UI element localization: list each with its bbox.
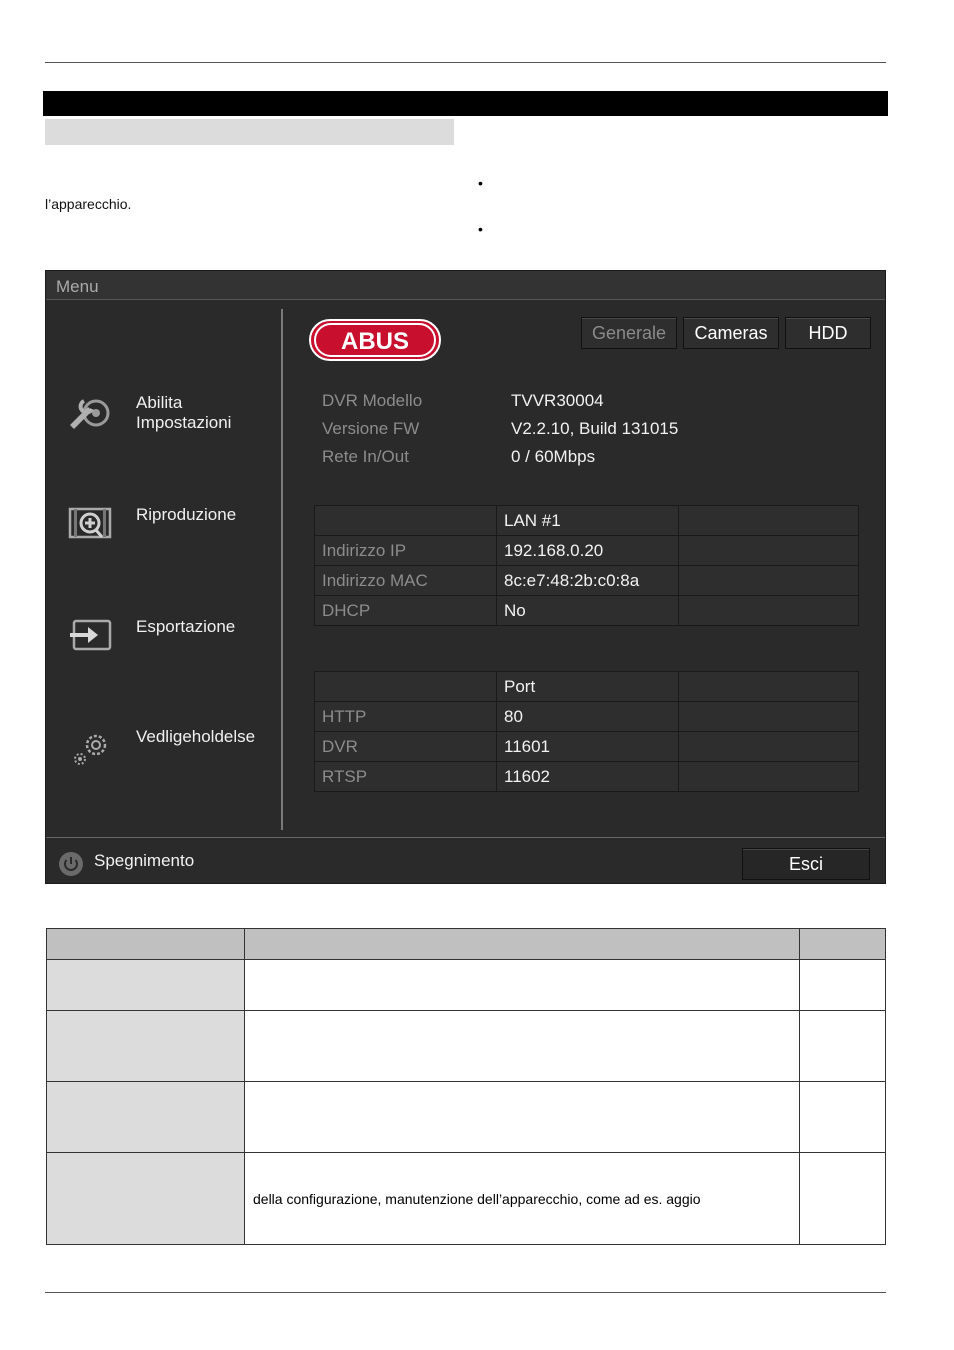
table-cell xyxy=(245,960,800,1011)
table-cell xyxy=(315,506,497,536)
tab-hdd[interactable]: HDD xyxy=(785,317,871,349)
info-value-network: 0 / 60Mbps xyxy=(511,447,596,466)
sidebar-item-maintenance[interactable] xyxy=(46,721,278,791)
table-header-cell xyxy=(245,929,800,960)
section-title-bar xyxy=(43,91,888,116)
table-cell: 11602 xyxy=(497,762,679,792)
table-cell xyxy=(679,536,859,566)
table-row xyxy=(315,566,859,596)
bullet-2: • xyxy=(478,221,483,237)
table-row xyxy=(315,536,859,566)
table-cell xyxy=(47,1082,245,1153)
gears-icon xyxy=(66,729,114,769)
info-label-network: Rete In/Out xyxy=(322,447,409,466)
subsection-title-bar xyxy=(45,119,454,145)
dvr-header xyxy=(46,271,885,300)
tab-cameras[interactable]: Cameras xyxy=(683,317,779,349)
table-cell: HTTP xyxy=(315,702,497,732)
sidebar-item-label-2: Impostazioni xyxy=(136,413,232,432)
table-cell: LAN #1 xyxy=(497,506,679,536)
sidebar-item-settings[interactable] xyxy=(46,383,278,453)
table-cell: 11601 xyxy=(497,732,679,762)
export-icon xyxy=(66,615,114,655)
shutdown-label: Spegnimento xyxy=(94,851,195,870)
table-cell: DHCP xyxy=(315,596,497,626)
table-cell: 8c:e7:48:2b:c0:8a xyxy=(497,566,679,596)
tab-generale[interactable]: Generale xyxy=(581,317,677,349)
table-cell: Indirizzo MAC xyxy=(315,566,497,596)
table-row xyxy=(315,762,859,792)
sidebar-item-playback[interactable] xyxy=(46,497,278,567)
table-row xyxy=(315,702,859,732)
table-row xyxy=(315,672,859,702)
table-cell xyxy=(679,732,859,762)
table-cell xyxy=(800,1153,886,1245)
table-row xyxy=(315,596,859,626)
table-cell xyxy=(800,960,886,1011)
abus-logo xyxy=(309,319,441,361)
table-header-cell xyxy=(800,929,886,960)
power-icon xyxy=(58,851,84,877)
intro-text: l’apparecchio. xyxy=(45,196,132,212)
table-row xyxy=(315,506,859,536)
table-cell xyxy=(800,1082,886,1153)
playback-icon xyxy=(66,503,114,543)
table-cell xyxy=(47,960,245,1011)
dvr-menu-screen xyxy=(45,270,886,884)
table-header-cell xyxy=(47,929,245,960)
exit-button[interactable]: Esci xyxy=(742,848,870,880)
table-row xyxy=(47,1011,886,1082)
table-cell xyxy=(679,506,859,536)
dvr-footer xyxy=(46,837,885,883)
dvr-header-title: Menu xyxy=(56,277,99,296)
table-cell: Port xyxy=(497,672,679,702)
sidebar-item-label: Abilita xyxy=(136,393,183,412)
table-cell: Indirizzo IP xyxy=(315,536,497,566)
table-cell: della configurazione, manutenzione dell’apparecchio, come ad es. aggio xyxy=(245,1153,800,1245)
table-row xyxy=(315,732,859,762)
table-row xyxy=(47,1153,886,1245)
table-cell: RTSP xyxy=(315,762,497,792)
table-row xyxy=(47,960,886,1011)
info-label-model: DVR Modello xyxy=(322,391,423,410)
sidebar-item-export[interactable] xyxy=(46,609,278,679)
top-rule xyxy=(45,62,886,63)
table-cell xyxy=(679,566,859,596)
lan-table xyxy=(314,505,859,626)
bullet-1: • xyxy=(478,175,483,191)
table-cell: 192.168.0.20 xyxy=(497,536,679,566)
table-cell xyxy=(245,1082,800,1153)
sidebar-item-label: Esportazione xyxy=(136,617,236,636)
function-table xyxy=(46,928,886,1245)
sidebar-divider xyxy=(281,309,283,830)
port-table xyxy=(314,671,859,792)
info-value-model: TVVR30004 xyxy=(511,391,604,410)
table-cell xyxy=(679,702,859,732)
sidebar-item-label: Vedligeholdelse xyxy=(136,727,256,746)
table-cell xyxy=(315,672,497,702)
bottom-rule xyxy=(45,1292,886,1293)
info-label-firmware: Versione FW xyxy=(322,419,420,438)
sidebar-item-label: Riproduzione xyxy=(136,505,237,524)
table-cell xyxy=(679,596,859,626)
table-header-row xyxy=(47,929,886,960)
wrench-gear-icon xyxy=(66,393,114,433)
table-cell: No xyxy=(497,596,679,626)
table-cell: 80 xyxy=(497,702,679,732)
table-cell xyxy=(679,672,859,702)
table-cell xyxy=(800,1011,886,1082)
table-row xyxy=(47,1082,886,1153)
info-value-firmware: V2.2.10, Build 131015 xyxy=(511,419,679,438)
table-cell: DVR xyxy=(315,732,497,762)
table-cell xyxy=(245,1011,800,1082)
table-cell xyxy=(47,1153,245,1245)
logo-text: ABUS xyxy=(340,328,410,355)
table-cell xyxy=(47,1011,245,1082)
table-cell xyxy=(679,762,859,792)
